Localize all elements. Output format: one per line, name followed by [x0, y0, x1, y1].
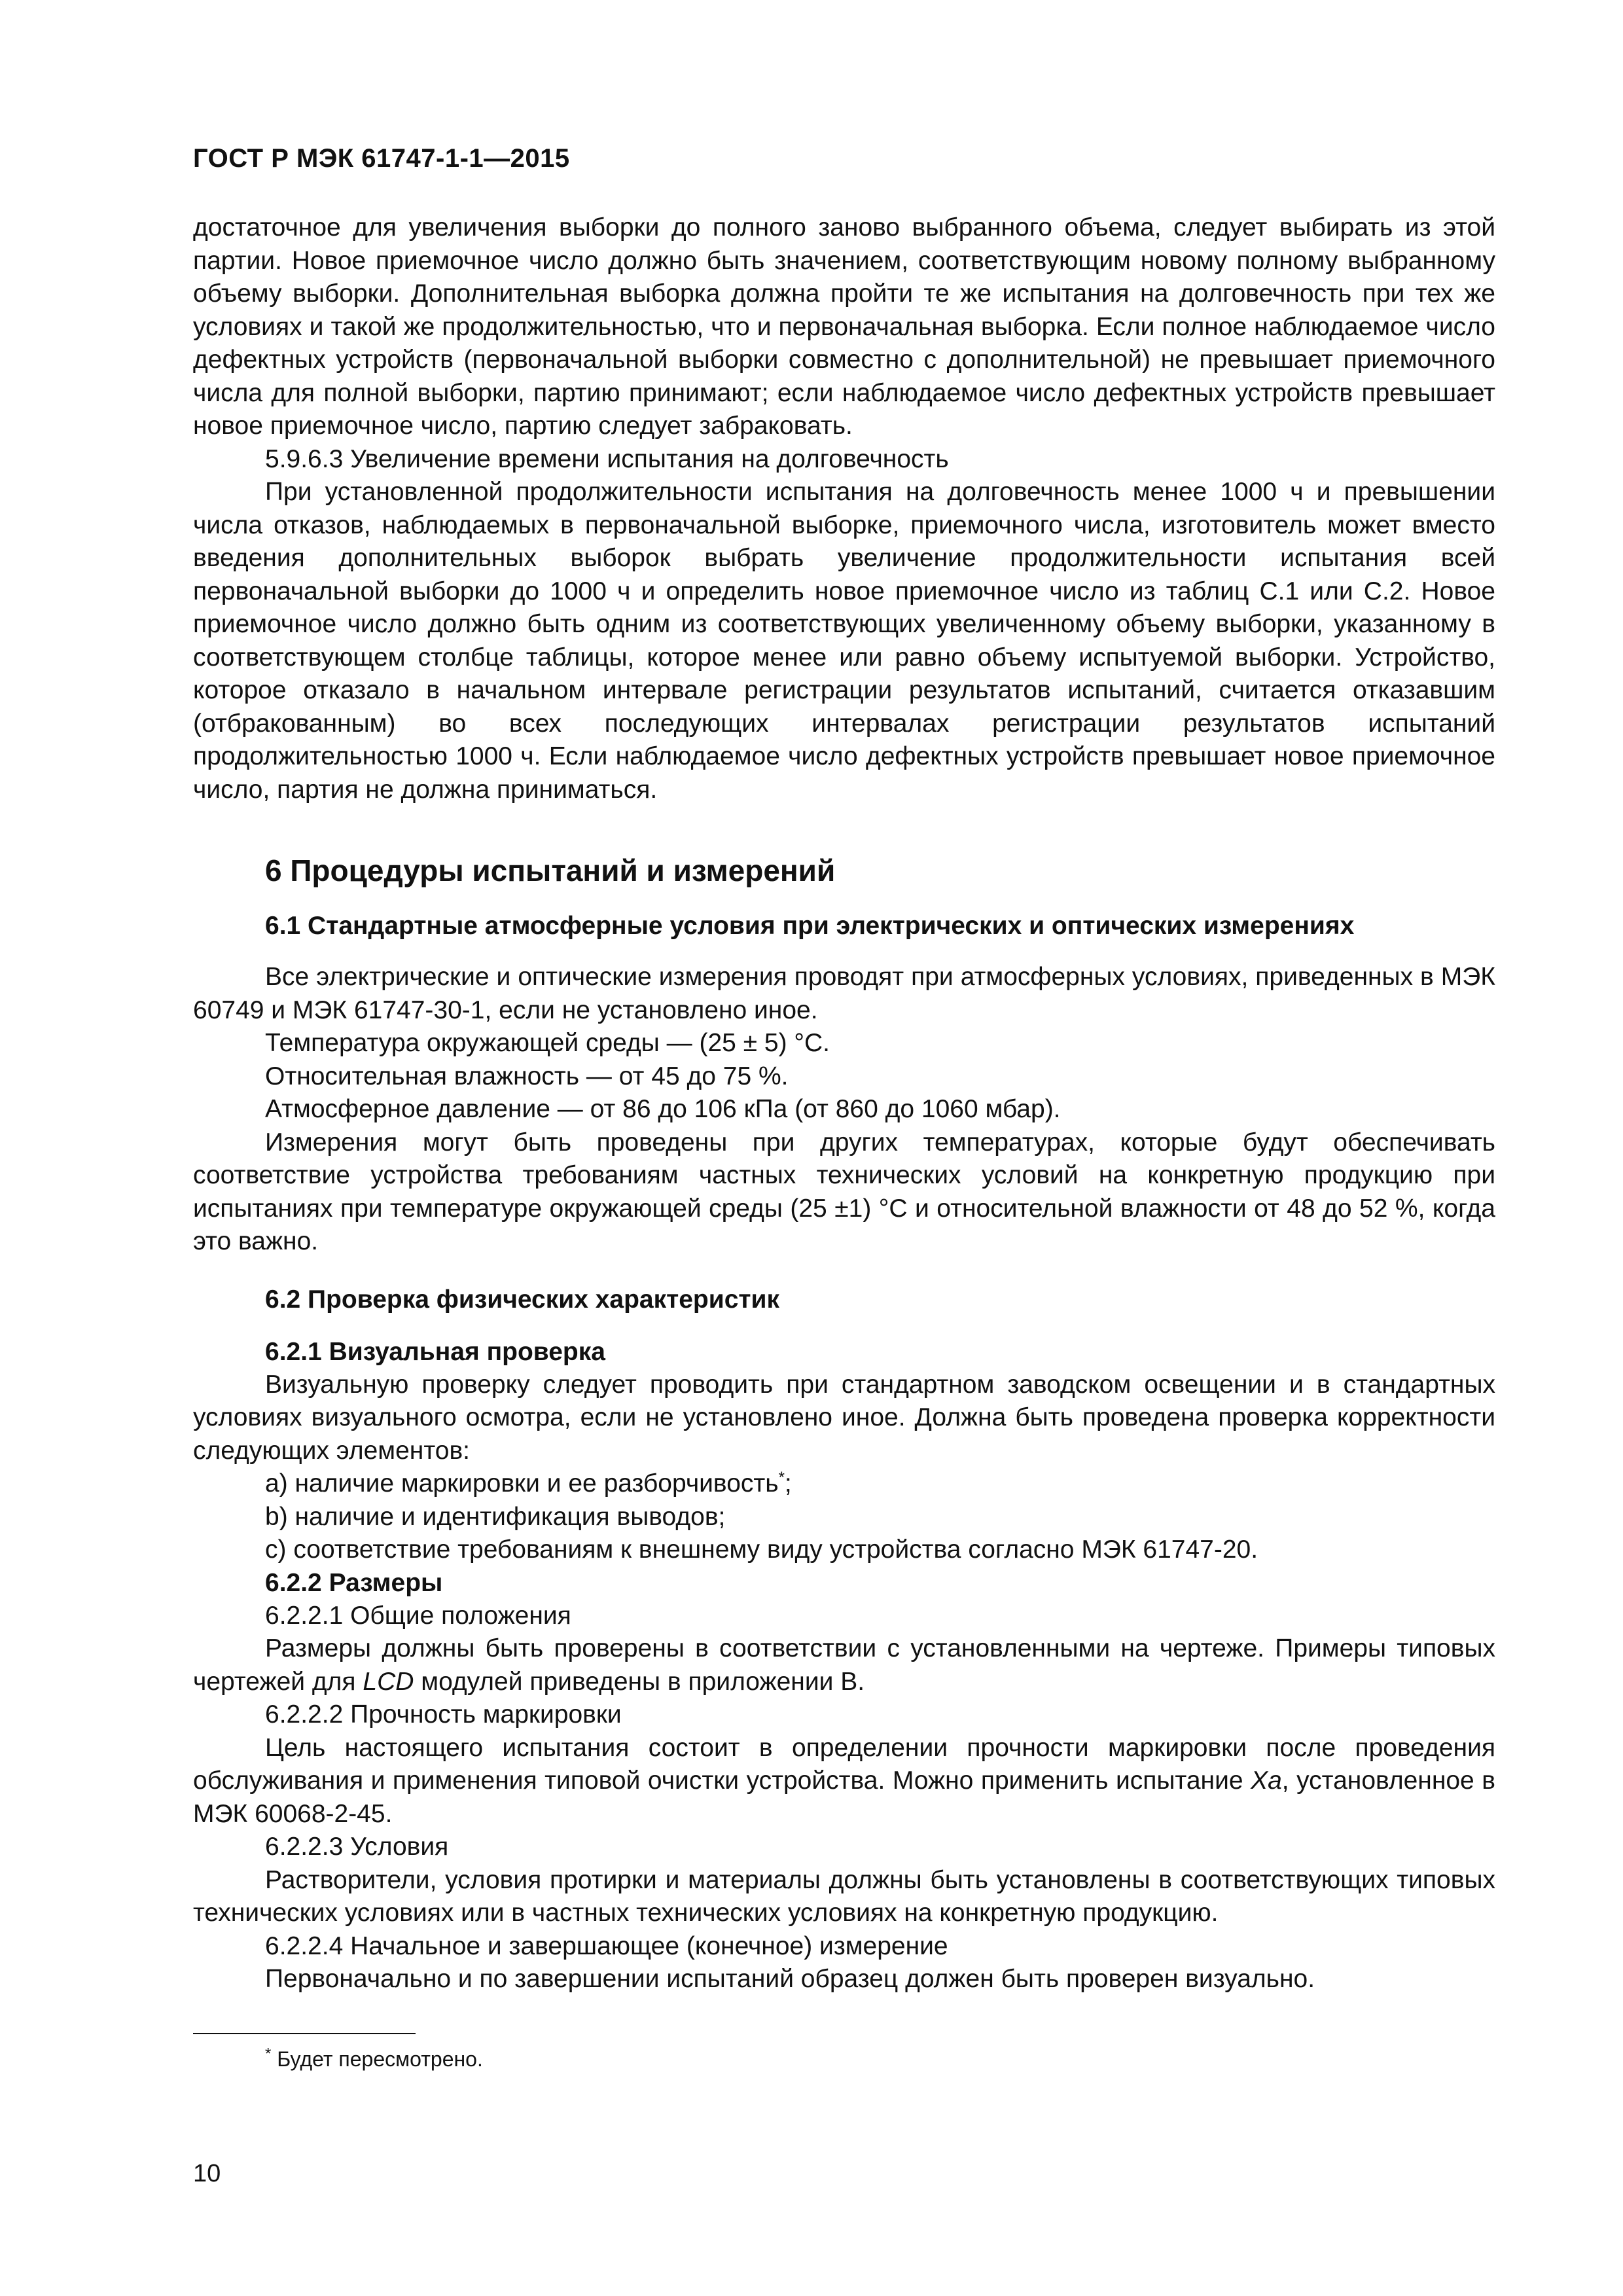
footnote	[265, 2046, 1495, 2072]
section-6-heading: 6 Процедуры испытаний и измерений	[265, 853, 836, 888]
list-item-a-text: а) наличие маркировки и ее разборчивость	[265, 1469, 779, 1498]
clause-6-2-2-1-title: 6.2.2.1 Общие положения	[265, 1601, 571, 1630]
paragraph-marking-durability	[193, 1732, 1495, 1831]
paragraph-dimensions-part1: Размеры должны быть проверены в соответствии с установленными на чертеже. Примеры типовых чертежей для	[193, 1634, 1495, 1696]
clause-5-9-6-3-title: 5.9.6.3 Увеличение времени испытания на долговечность	[265, 444, 949, 473]
page-number: 10	[193, 2160, 221, 2187]
paragraph-dimensions-part2: модулей приведены в приложении В.	[414, 1667, 865, 1696]
temperature-line: Температура окружающей среды — (25 ± 5) °С.	[265, 1029, 830, 1057]
footnote-reference: *	[778, 1469, 785, 1486]
list-item-a-end: ;	[784, 1469, 792, 1498]
running-header: ГОСТ Р МЭК 61747-1-1—2015	[193, 144, 570, 173]
list-item-c: с) соответствие требованиям к внешнему виду устройства согласно МЭК 61747-20.	[265, 1535, 1258, 1564]
paragraph-atmospheric: Все электрические и оптические измерения проводят при атмосферных условиях, приведенных в МЭК 60749 и МЭК 61747-30-1, если не установлено иное.	[193, 963, 1495, 1024]
paragraph-visual-check: Визуальную проверку следует проводить при стандартном заводском освещении и в стандартных условиях визуального осмотра, если не установлено иное. Должна быть проведена проверка корректности следующих элементов:	[193, 1370, 1495, 1465]
test-xa-term: Ха	[1251, 1767, 1282, 1795]
section-6-2-heading: 6.2 Проверка физических характеристик	[265, 1285, 780, 1314]
document-page	[193, 144, 1495, 2072]
clause-6-2-2-2-title: 6.2.2.2 Прочность маркировки	[265, 1700, 622, 1729]
paragraph-marking-part2: , установленное в МЭК 60068-2-45.	[193, 1767, 1495, 1828]
list-item-b: b) наличие и идентификация выводов;	[265, 1502, 726, 1531]
section-6-2-2-heading: 6.2.2 Размеры	[265, 1568, 443, 1597]
paragraph-conditions: Растворители, условия протирки и материалы должны быть установлены в соответствующих типовых технических условиях или в частных технических условиях на конкретную продукцию.	[193, 1865, 1495, 1927]
paragraph-extended-test: При установленной продолжительности испытания на долговечность менее 1000 ч и превышении числа отказов, наблюдаемых в первоначальной выборке, приемочного числа, изготовитель может вместо введения дополнительных выборок выбрать увеличение продолжительности испытания всей первоначальной выборки до 1000 ч и определить новое приемочное число из таблиц С.1 или С.2. Новое приемочное число должно быть одним из соответствующих увеличенному объему выборки, указанному в соответствующем столбце таблицы, которое менее или равно объему испытуемой выборки. Устройство, которое отказало в начальном интервале регистрации результатов испытаний, считается отказавшим (отбракованным) во всех последующих интервалах регистрации результатов испытаний продолжительностью 1000 ч. Если наблюдаемое число дефектных устройств превышает новое приемочное число, партия не должна приниматься.	[193, 478, 1495, 804]
section-6-1-heading: 6.1 Стандартные атмосферные условия при электрических и оптических измерениях	[265, 912, 1355, 940]
lcd-term: LCD	[363, 1667, 414, 1696]
humidity-line: Относительная влажность — от 45 до 75 %.	[265, 1062, 789, 1090]
paragraph-initial-final: Первоначально и по завершении испытаний образец должен быть проверен визуально.	[265, 1965, 1315, 1993]
paragraph-marking-part1: Цель настоящего испытания состоит в определении прочности маркировки после проведения обслуживания и применения типовой очистки устройства. Можно применить испытание	[193, 1733, 1495, 1795]
paragraph-dimensions	[193, 1632, 1495, 1698]
pressure-line: Атмосферное давление — от 86 до 106 кПа (от 860 до 1060 мбар).	[265, 1095, 1061, 1123]
list-item-a	[193, 1467, 1495, 1501]
footnote-mark: *	[265, 2044, 272, 2062]
paragraph-other-temperatures: Измерения могут быть проведены при других температурах, которые будут обеспечивать соответствие устройства требованиям частных технических условий на конкретную продукцию при испытаниях при температуре окружающей среды (25 ±1) °С и относительной влажности от 48 до 52 %, когда это важно.	[193, 1128, 1495, 1255]
footnote-text: Будет пересмотрено.	[271, 2047, 483, 2071]
section-6-2-1-heading: 6.2.1 Визуальная проверка	[265, 1337, 605, 1366]
clause-6-2-2-4-title: 6.2.2.4 Начальное и завершающее (конечное) измерение	[265, 1931, 948, 1960]
footnote-divider	[193, 2033, 416, 2034]
clause-6-2-2-3-title: 6.2.2.3 Условия	[265, 1833, 449, 1861]
paragraph-continuation: достаточное для увеличения выборки до полного заново выбранного объема, следует выбирать из этой партии. Новое приемочное число должно быть значением, соответствующим новому полному выбранному объему выборки. Дополнительная выборка должна пройти те же испытания на долговечность при тех же условиях и такой же продолжительностью, что и первоначальная выборка. Если полное наблюдаемое число дефектных устройств (первоначальной выборки совместно с дополнительной) не превышает приемочного числа для полной выборки, партию принимают; если наблюдаемое число дефектных устройств превышает новое приемочное число, партию следует забраковать.	[193, 213, 1495, 440]
